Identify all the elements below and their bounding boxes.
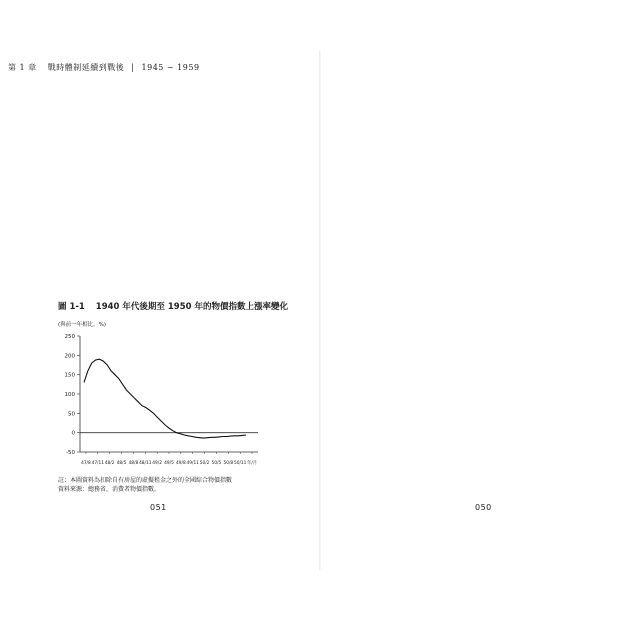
- x-tick-label: 年/月: [247, 461, 258, 466]
- x-tick-label: 49/8: [176, 461, 186, 466]
- chapter-number: 第 1 章: [8, 63, 37, 72]
- chapter-years: 1945 ~ 1959: [141, 63, 200, 72]
- x-tick-label: 50/11: [234, 461, 247, 466]
- figure-number: 圖 1-1: [58, 302, 85, 312]
- figure-source: 資料來源：總務省，消費者物價指數。: [58, 486, 161, 493]
- x-tick-label: 50/8: [223, 461, 234, 466]
- y-tick-label: 50: [68, 411, 75, 418]
- x-tick-label: 49/11: [186, 461, 199, 466]
- y-tick-label: 100: [64, 392, 75, 398]
- y-axis-unit: (與前一年相比，%): [58, 322, 107, 328]
- x-tick-label: 47/11: [91, 461, 104, 466]
- series-line: [84, 359, 246, 438]
- x-tick-label: 48/5: [116, 461, 127, 466]
- chapter-title: 戰時體制延續到戰後: [47, 63, 125, 72]
- x-tick-label: 49/2: [152, 461, 162, 466]
- right-body-text: [398, 110, 628, 530]
- running-header: [8, 62, 200, 73]
- book-gutter: [319, 50, 321, 570]
- figure-caption: [58, 300, 288, 312]
- figure-1-1: [58, 300, 288, 494]
- x-tick-label: 49/5: [164, 461, 174, 466]
- y-tick-label: 200: [64, 353, 75, 360]
- figure-title: 1940 年代後期至 1950 年的物價指數上漲率變化: [95, 302, 288, 312]
- price-inflation-chart: [58, 330, 264, 472]
- page-number-right: 050: [475, 503, 492, 512]
- y-tick-label: 0: [71, 430, 75, 437]
- y-tick-label: -50: [66, 450, 75, 456]
- figure-notes: [58, 476, 270, 494]
- x-tick-label: 48/11: [139, 461, 152, 466]
- x-tick-label: 50/2: [199, 461, 210, 466]
- figure-note: 註：本圖資料為扣除自有房屋的虛擬租金之外的全國綜合物價指數: [58, 477, 233, 484]
- y-tick-label: 150: [64, 372, 75, 379]
- left-body-text: [136, 92, 248, 292]
- x-tick-label: 47/8: [81, 461, 91, 466]
- x-tick-label: 48/2: [104, 461, 115, 466]
- header-divider: |: [131, 63, 135, 72]
- page-number-left: 051: [150, 503, 167, 512]
- x-tick-label: 50/5: [211, 461, 222, 466]
- x-tick-label: 48/8: [128, 461, 139, 466]
- y-tick-label: 250: [64, 334, 75, 340]
